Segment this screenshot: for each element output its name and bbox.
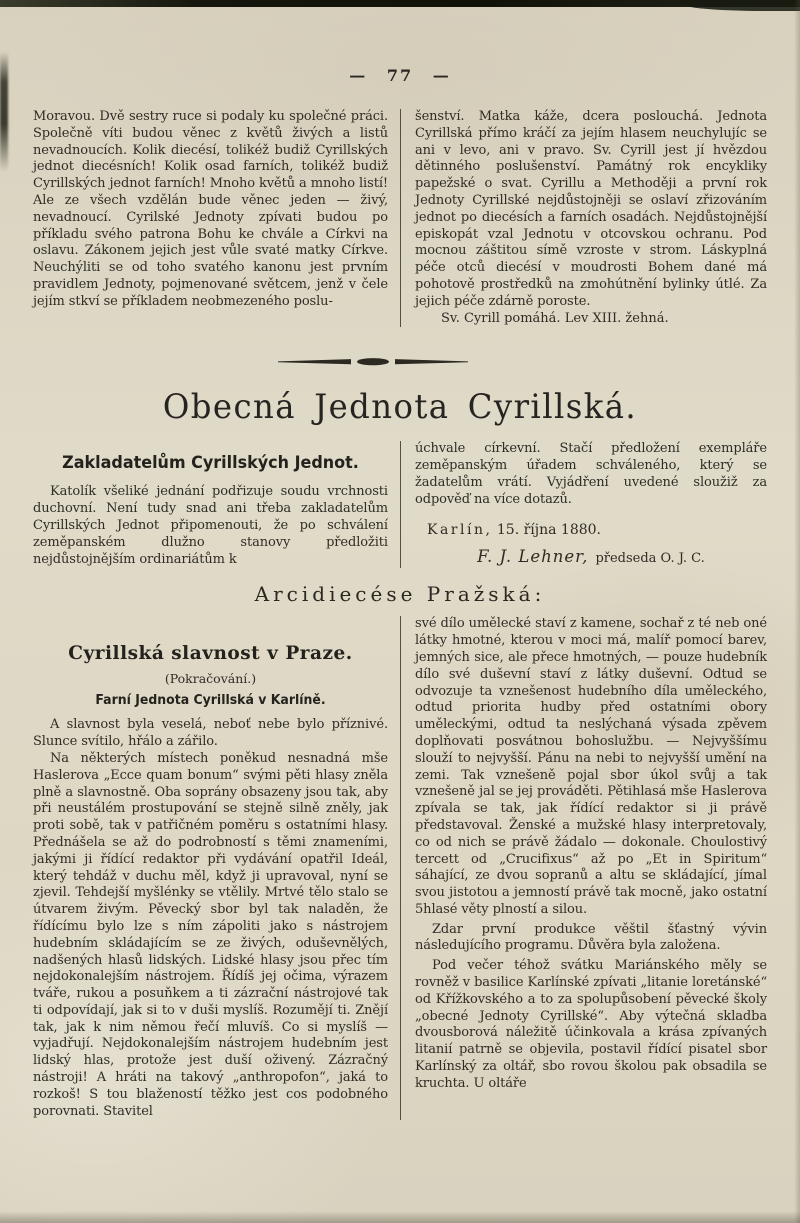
festival-right-paragraph-3: Pod večer téhož svátku Mariánského měly se rovněž v basilice Karlínské zpívati „litanie loretánské“ od Křížkovského a to za spolupůsobení pěvecké školy „obecné Jednoty Cyrillské“. Aby výtečná skladba dvousborová náležitě účinkovala a krása zpívaných litanií patrně se objevila, postavil řídící pisatel sbor Karlínský za oltář, sbo rovou školou pak obsadila se kruchta. U oltáře	[415, 958, 767, 1091]
intro-left-paragraph: Moravou. Dvě sestry ruce si podaly ku společné práci. Společně víti budou věnec z květů živých a listů nevadnoucích. Kolik diecésí, tolikéž budiž Cyrillských jednot diecésních! Kolik osad farních, tolikéž budiž Cyrillských jednot farních! Mnoho květů a mnoho listí! Ale ze všech vzdělán bude věnec jeden — živý, nevadnoucí. Cyrilské Jednoty zpívati budou po příkladu svého patrona Bohu ke chvále a Církvi na oslavu. Zákonem jejich jest vůle svaté matky Církve. Neuchýliti se od toho svatého kanonu jest prvním pravidlem Jednoty, pojmenované světcem, jenž v čele jejím stkví se příkladem neobmezeného poslu-	[33, 109, 388, 309]
page-number: — 77 —	[349, 66, 451, 85]
intro-left-column	[33, 109, 400, 327]
festival-right-paragraph-1: své dílo umělecké staví z kamene, sochař z té neb oné látky hmotné, kterou v moci má, malíř pomocí barev, jemných sice, ale přece hmotných, — pouze hudebník dílo své duševní staví z látky duševní. Odtud se odvozuje ta vznešenost hudebního díla uměleckého, odtud priorita hudby před ostatními obory uměleckými, odtud ta neslýchaná výsada zpěvem doplňovati posvátnou bohoslužbu. — Nejvyššímu slouží to nejvyšší. Pánu na nebi to nejvyšší umění na zemi. Tak vznešeně pojal sbor úkol svůj a tak vznešeně jal se jej prováděti. Pětihlasá mše Haslerova zpívala se tak, jak řídící redaktor si ji právě představoval. Ženské a mužské hlasy interpretovaly, co od nich se právě žádalo — dokonale. Choulostivý tercett od „Crucifixus“ až po „Et in Spiritum“ sáhající, ze dvou sopranů a altu se skládající, jímal svou jistotou a jemností právě tak mocně, jako ostatní 5hlasé věty plností a silou.	[415, 616, 767, 917]
signature-name: F. J. Lehner,	[477, 546, 589, 566]
archdiocese-heading: Arcidiecése Pražská:	[254, 582, 546, 607]
intro-right-column	[400, 109, 767, 327]
scan-edge-bottom	[0, 1211, 800, 1223]
festival-right-paragraph-2: Zdar první produkce věštil šťastný vývin následujícího programu. Důvěra byla založena.	[415, 921, 767, 954]
intro-closing-line: Sv. Cyrill pomáhá. Lev XIII. žehná.	[441, 310, 669, 326]
festival-left-column	[33, 616, 400, 1120]
scan-edge-right	[794, 0, 800, 1223]
founders-heading: Zakladatelům Cyrillských Jednot.	[62, 453, 359, 474]
festival-subtitle: (Pokračování.)	[164, 671, 257, 687]
founders-right-paragraph: úchvale církevní. Stačí předložení exempláře zeměpanským úřadem schváleného, který se žadatelům vrátí. Vyjádření uvedené sloužiž za odpověď na více dotazů.	[415, 441, 767, 507]
festival-subheading: Farní Jednota Cyrillská v Karlíně.	[95, 693, 326, 709]
main-heading: Obecná Jednota Cyrillská.	[162, 387, 638, 428]
signature-title: předseda O. J. C.	[595, 550, 705, 566]
festival-left-paragraph-2: Na některých místech poněkud nesnadná mše Haslerova „Ecce quam bonum“ svými pěti hlasy zněla plně a slavnostně. Oba soprány obsazeny jsou tak, aby při neustálém prostupování se stejně silně zněly, jak proti sobě, tak v patřičném poměru s ostatními hlasy. Přednášela se až do podrobností s těmi znameními, jakými ji řídící redaktor při vydávání opatřil Ideál, který tehdáž v duchu měl, když ji upravoval, nyní se zjevil. Tehdejší myšlénky se vtělily. Mrtvé tělo stalo se útvarem živým. Pěvecký sbor byl tak naladěn, že řídícímu bylo lze s ním zápoliti jako s nástrojem hudebním skládajícím se ze živých, oduševnělých, nadšených hlasů lidských. Lidské hlasy jsou přec tím nejdokonalejším nástrojem. Řídíš jej očima, výrazem tváře, rukou a posuňkem a ti zázrační nástrojové tak ti odpovídají, jak si to v duši myslíš. Rozumějí ti. Znějí tak, jak k nim němou řečí mluvíš. Co si myslíš — vyjadřují. Nejdokonalejším nástrojem hudebním jest lidský hlas, protože jest duší oživený. Zázračný nástroji! A hráti na takový „anthropofon“, jaká to rozkoš! S tou blažeností těžko jest cos podobného porovnati. Stavitel	[33, 750, 388, 1119]
founders-right-column	[400, 441, 767, 568]
festival-title: Cyrillská slavnost v Praze.	[68, 643, 353, 665]
dateline-place: Karlín,	[427, 521, 493, 538]
intro-right-paragraph: šenství. Matka káže, dcera poslouchá. Jednota Cyrillská přímo kráčí za jejím hlasem neuchylujíc se ani v levo, ani v pravo. Sv. Cyrill jest jí hvězdou dětinného poslušenství. Památný rok encykliky papežské o svat. Cyrillu a Methoději a první rok Jednoty Cyrillské nejdůstojněji se oslaví zřizováním jednot po diecésích a farních osadách. Nejdůstojnější episkopát vzal Jednotu v otcovskou ochranu. Pod mocnou záštitou símě vzroste v strom. Láskyplná péče otců diecésí v moudrosti Bohem dané má pohotově prostředků na zmohútnění bylinky útlé. Za jejich péče zdárně poroste.	[415, 109, 767, 309]
festival-section	[33, 616, 767, 1120]
section-divider-ornament	[0, 353, 800, 365]
scan-edge-left	[0, 52, 8, 172]
founders-left-column	[33, 441, 400, 568]
signature-line	[415, 547, 767, 566]
founders-left-paragraph: Katolík všeliké jednání podřizuje soudu vrchnosti duchovní. Není tudy snad ani třeba zakladatelům Cyrillských Jednot připomenouti, že po schválení zeměpanském dlužno stanovy předložiti nejdůstojnějším ordinariátům k	[33, 484, 388, 567]
dateline	[415, 522, 767, 538]
dateline-date: 15. října 1880.	[496, 521, 601, 538]
scan-edge-top	[0, 0, 800, 7]
festival-left-paragraph-1: A slavnost byla veselá, neboť nebe bylo příznivé. Slunce svítilo, hřálo a zářilo.	[33, 717, 388, 750]
festival-right-column	[400, 616, 767, 1120]
founders-section	[33, 441, 767, 568]
intro-section	[33, 109, 767, 327]
